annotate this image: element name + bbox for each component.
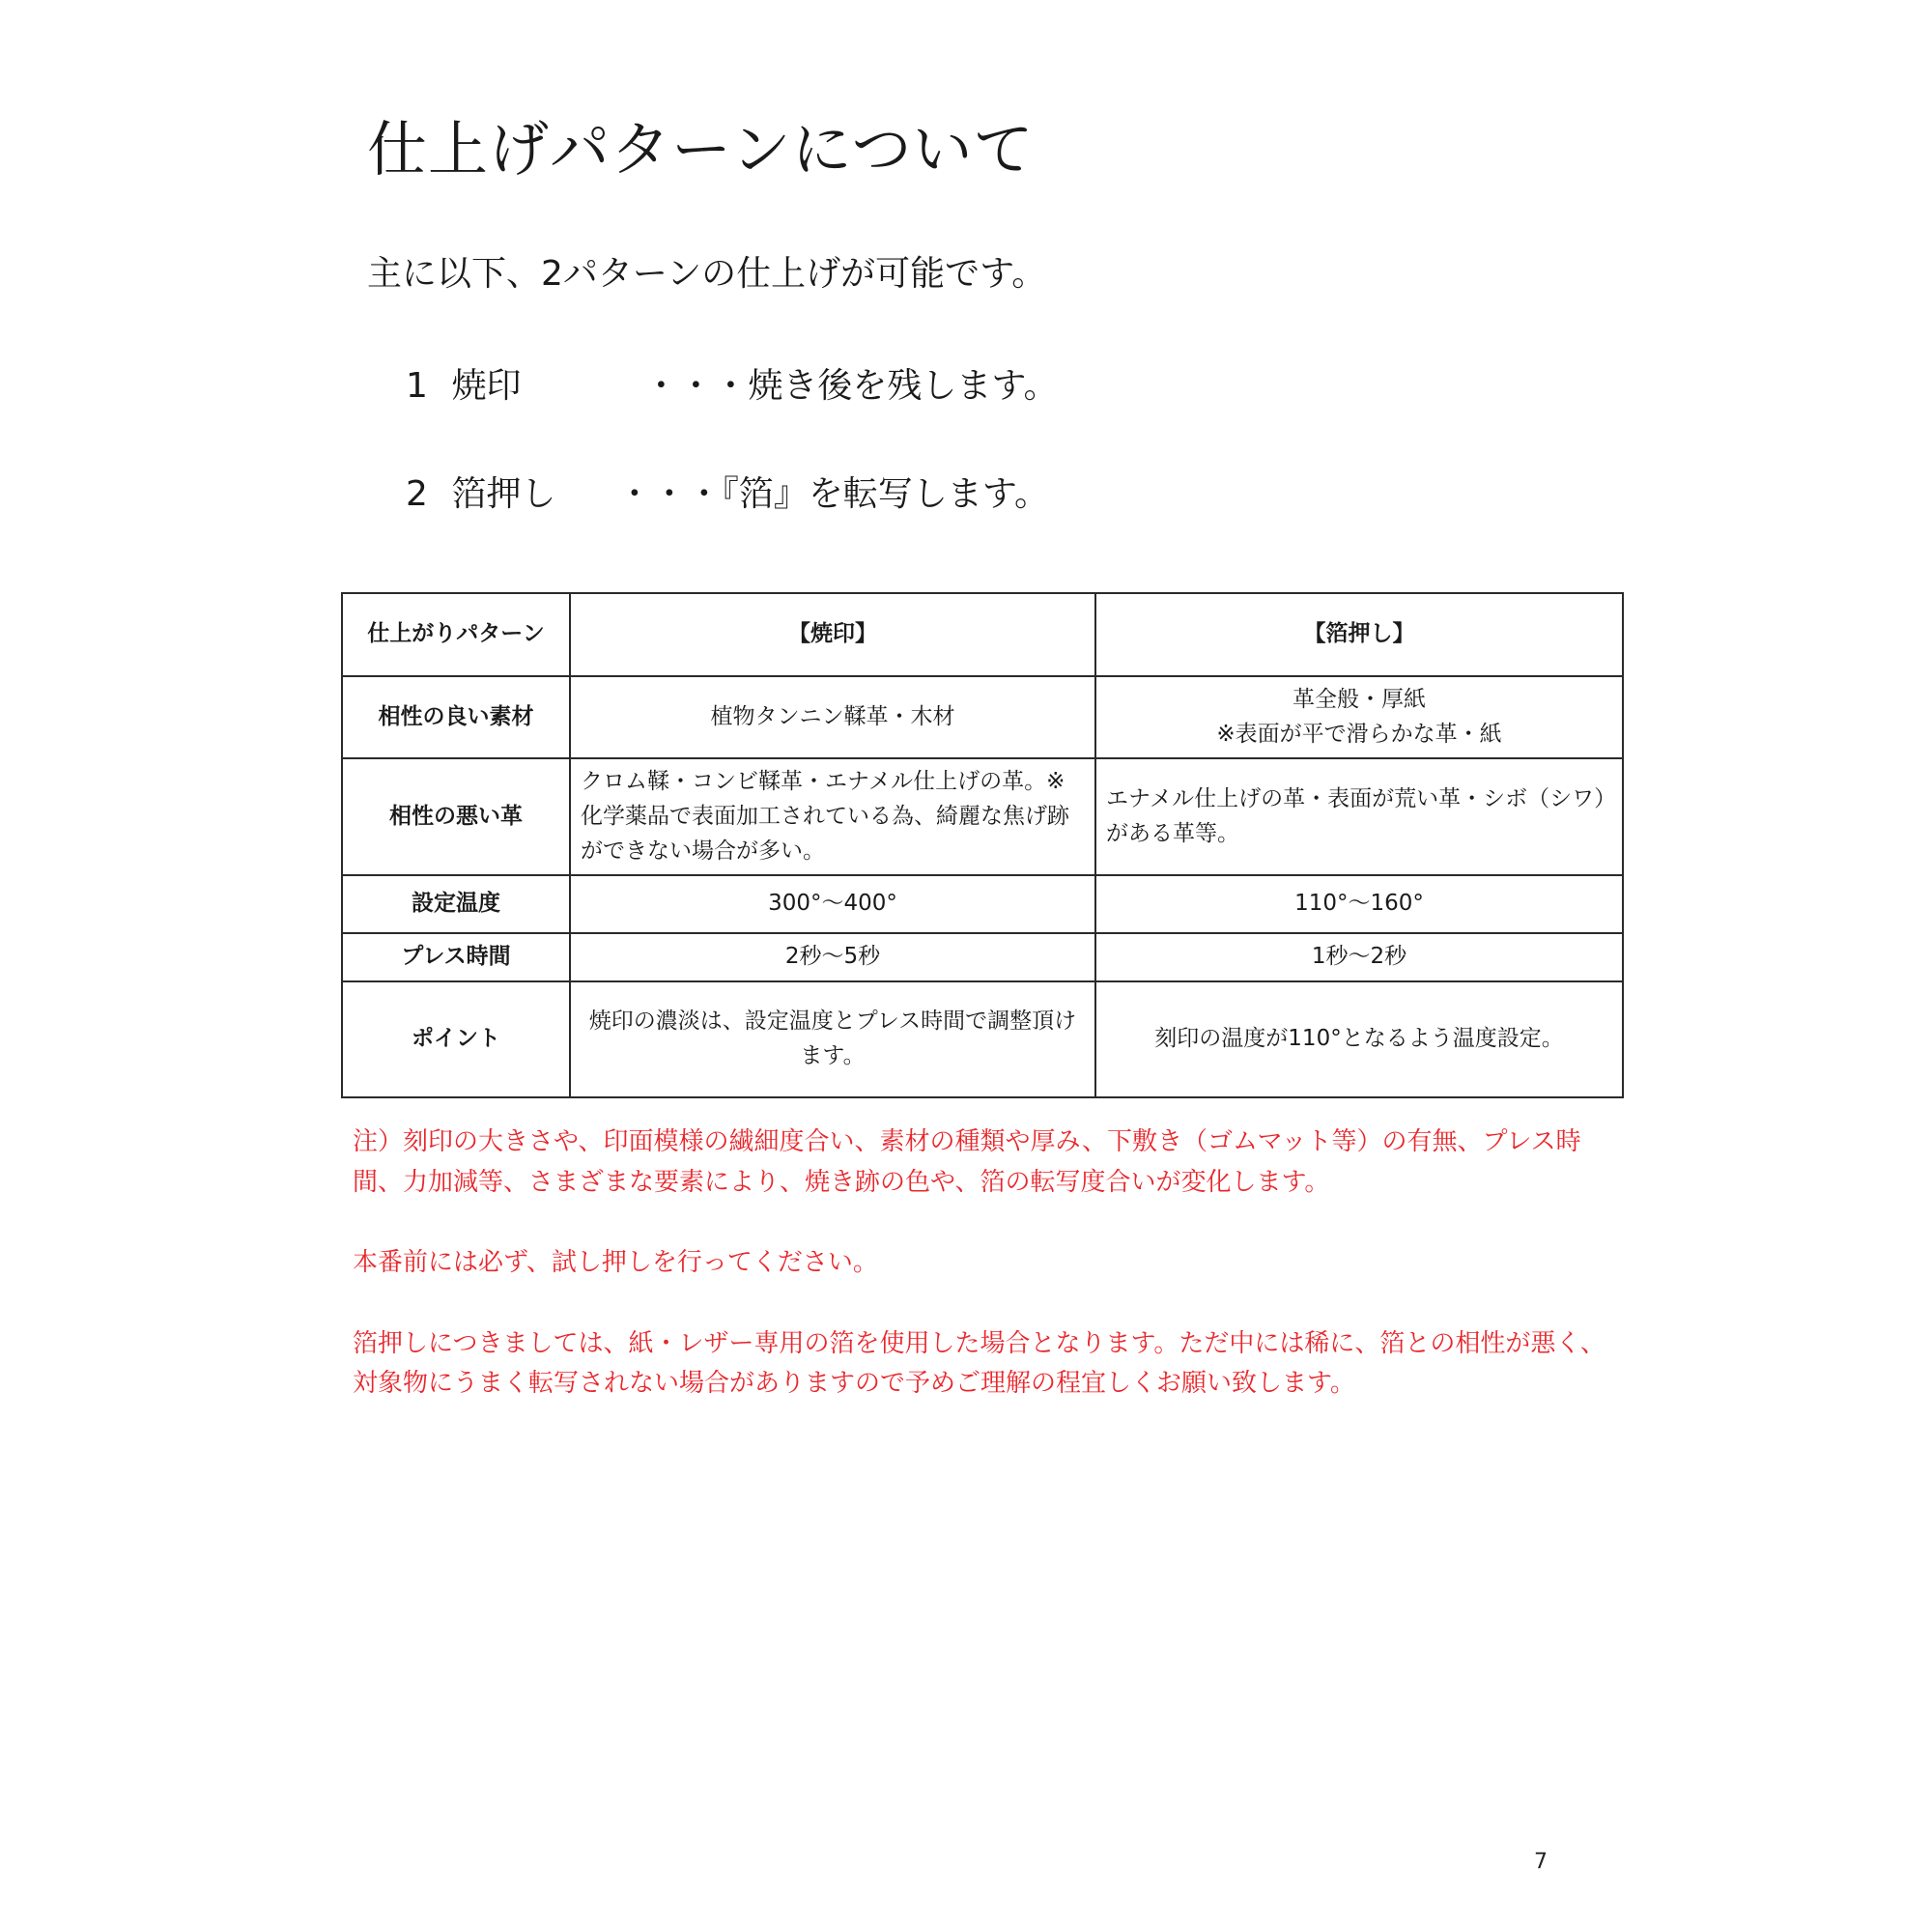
table-cell: 革全般・厚紙 ※表面が平で滑らかな革・紙: [1095, 676, 1623, 758]
row-label: 設定温度: [342, 875, 570, 933]
row-label: ポイント: [342, 981, 570, 1097]
column-header-yakiin: 【焼印】: [570, 593, 1095, 676]
table-cell: 300°〜400°: [570, 875, 1095, 933]
table-row: [342, 676, 1623, 758]
pattern-name: 焼印: [451, 366, 522, 406]
table-cell: 植物タンニン鞣革・木材: [570, 676, 1095, 758]
row-label: プレス時間: [342, 933, 570, 981]
pattern-dots: ・・・: [616, 474, 722, 514]
comparison-table: [341, 592, 1624, 1098]
pattern-item-hakuoshi: [406, 473, 1049, 515]
table-cell: エナメル仕上げの革・表面が荒い革・シボ（シワ）がある革等。: [1095, 758, 1623, 875]
table-cell: 110°〜160°: [1095, 875, 1623, 933]
column-header-hakuoshi: 【箔押し】: [1095, 593, 1623, 676]
note-paragraph: 本番前には必ず、試し押しを行ってください。: [353, 1248, 878, 1278]
pattern-name: 箔押し: [451, 474, 556, 514]
page-number: 7: [1534, 1850, 1548, 1874]
notes-section: [353, 1122, 1628, 1445]
table-row: [342, 758, 1623, 875]
pattern-description: 『箔』を転写します。: [721, 474, 1050, 514]
table-cell: 1秒〜2秒: [1095, 933, 1623, 981]
table-header-label: 仕上がりパターン: [342, 593, 570, 676]
table-cell: 刻印の温度が110°となるよう温度設定。: [1095, 981, 1623, 1097]
pattern-item-yakiin: [406, 365, 1058, 407]
table-row: [342, 875, 1623, 933]
note-paragraph: 箔押しにつきましては、紙・レザー専用の箔を使用した場合となります。ただ中には稀に、箔との相性が悪く、対象物にうまく転写されない場合がありますので予めご理解の程宜しくお願い致します。: [353, 1328, 1605, 1399]
row-label: 相性の悪い革: [342, 758, 570, 875]
pattern-description: 焼き後を残します。: [748, 366, 1059, 406]
pattern-number: 2: [406, 474, 428, 514]
table-cell: 2秒〜5秒: [570, 933, 1095, 981]
table-row: [342, 933, 1623, 981]
intro-text: 主に以下、2パターンの仕上げが可能です。: [367, 254, 1047, 294]
table-header-row: [342, 593, 1623, 676]
table-cell: クロム鞣・コンビ鞣革・エナメル仕上げの革。※化学薬品で表面加工されている為、綺麗な焦げ跡ができない場合が多い。: [570, 758, 1095, 875]
table-row: [342, 981, 1623, 1097]
page-title: 仕上げパターンについて: [367, 114, 1035, 185]
pattern-number: 1: [406, 366, 428, 406]
pattern-dots: ・・・: [643, 366, 749, 406]
row-label: 相性の良い素材: [342, 676, 570, 758]
note-paragraph: 注）刻印の大きさや、印面模様の繊細度合い、素材の種類や厚み、下敷き（ゴムマット等）の有無、プレス時間、力加減等、さまざまな要素により、焼き跡の色や、箔の転写度合いが変化します。: [353, 1127, 1581, 1197]
table-cell: 焼印の濃淡は、設定温度とプレス時間で調整頂けます。: [570, 981, 1095, 1097]
